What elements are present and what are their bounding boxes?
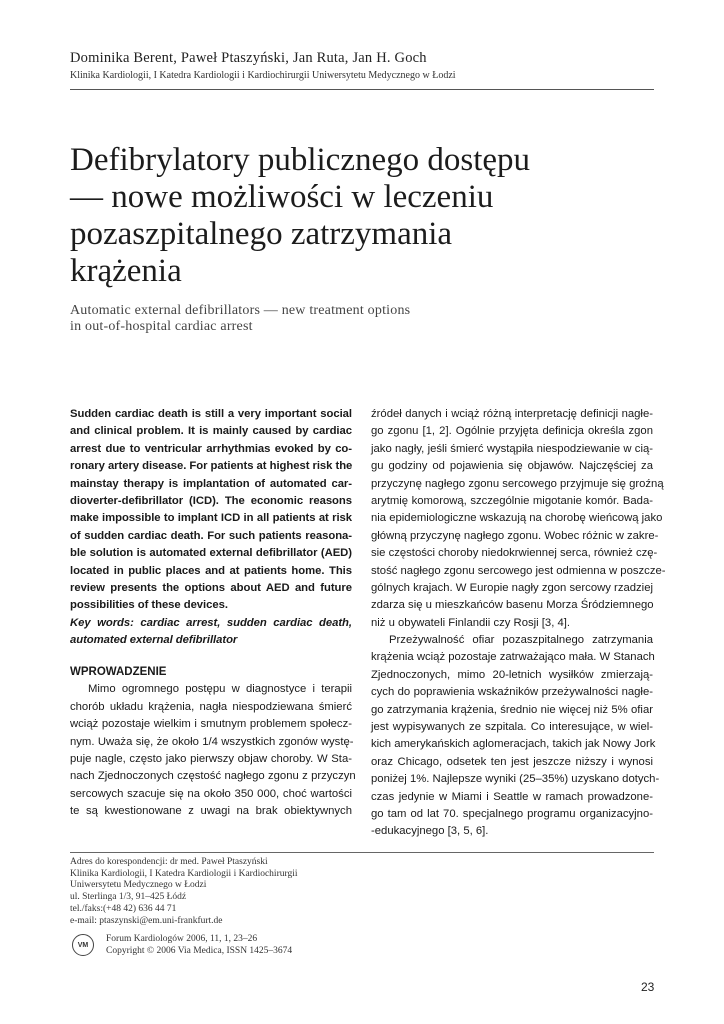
body-line: go zatrzymania krążenia, średnio nie więcej niż 5% ofiar xyxy=(371,703,653,716)
body-line: czas jedynie w Miami i Seattle w ramach prowadzone- xyxy=(371,790,653,803)
header-rule xyxy=(70,89,654,90)
body-line: gólnych krajach. W Europie nagły zgon sercowy rzadziej xyxy=(371,581,653,594)
body-line: wciąż pozostaje wielkim i smutnym problemem społecz- xyxy=(70,718,352,731)
keywords-line: Key words: cardiac arrest, sudden cardiac death, xyxy=(70,616,352,629)
title-line: krążenia xyxy=(70,253,182,289)
intro-section xyxy=(70,664,356,821)
abstract xyxy=(70,406,352,649)
right-column xyxy=(371,406,666,841)
article-subtitle xyxy=(70,303,410,335)
correspondence xyxy=(70,857,298,927)
abstract-line: ronary artery disease. For patients at highest risk the xyxy=(70,460,353,473)
correspondence-line: ul. Sterlinga 1/3, 91–425 Łódź xyxy=(70,892,187,903)
body-line: nach Zjednoczonych częstość nagłego zgonu z przyczyn xyxy=(70,770,356,783)
body-line: jest wypisywanych ze szpitala. Co interesujące, w wiel- xyxy=(371,721,653,734)
page-number: 23 xyxy=(641,980,655,994)
body-line: oraz Chicago, odsetek ten jest jeszcze niższy i wynosi xyxy=(371,755,653,768)
journal-info xyxy=(106,934,292,957)
body-line: Mimo ogromnego postępu w diagnostyce i terapii xyxy=(88,683,352,696)
abstract-line: located in public places and at patients home. This xyxy=(70,564,352,577)
correspondence-email[interactable]: e-mail: ptaszynski@em.uni-frankfurt.de xyxy=(70,915,223,926)
correspondence-line: Klinika Kardiologii, I Katedra Kardiologii i Kardiochirurgii xyxy=(70,868,298,879)
keywords-line: automated external defibrillator xyxy=(70,634,238,647)
body-line: puje nagle, często jako pierwszy objaw choroby. W Sta- xyxy=(70,752,352,765)
body-line: krążenia wciąż pozostaje zatrważająco mała. W Stanach xyxy=(371,651,655,664)
subtitle-line: Automatic external defibrillators — new treatment options xyxy=(70,303,411,318)
body-line: -edukacyjnego [3, 5, 6]. xyxy=(371,825,489,838)
authors: Dominika Berent, Paweł Ptaszyński, Jan Ruta, Jan H. Goch xyxy=(70,50,427,66)
journal-citation: Forum Kardiologów 2006, 11, 1, 23–26 xyxy=(106,934,258,944)
body-line: go tam od lat 70. specjalnego programu organizacyjno- xyxy=(371,807,653,820)
body-line: chorób układu krążenia, nagła niespodziewana śmierć xyxy=(70,700,352,713)
body-line: niż u obywateli Finlandii czy Rosji [3, 4]. xyxy=(371,616,571,629)
subtitle-line: in out-of-hospital cardiac arrest xyxy=(70,319,253,334)
body-line: nia epidemiologiczne wskazują na chorobę wieńcową jako xyxy=(371,512,663,525)
title-line: pozaszpitalnego zatrzymania xyxy=(70,216,453,252)
body-line: jako nagły, jeśli śmierć wystąpiła niespodziewanie w cią- xyxy=(371,442,653,455)
abstract-line: of sudden cardiac death. For such patients reasona- xyxy=(70,529,352,542)
abstract-line: and clinical problem. It is mainly caused by cardiac xyxy=(70,425,352,438)
body-line: sercowych szacuje się na około 350 000, choć wartości xyxy=(70,787,352,800)
correspondence-line: tel./faks:(+48 42) 636 44 71 xyxy=(70,903,177,914)
body-line: poniżej 1%. Najlepsze wyniki (25–35%) uzyskano dotych- xyxy=(371,773,660,786)
abstract-line: make impossible to implant ICD in all patients at risk xyxy=(70,512,352,525)
section-title: WPROWADZENIE xyxy=(70,666,167,678)
body-line: Przeżywalność ofiar pozaszpitalnego zatrzymania xyxy=(389,634,653,647)
body-line: zdarza się u mieszkańców basenu Morza Śródziemnego xyxy=(371,599,654,612)
abstract-line: dioverter-defibrillator (ICD). The economic reasons xyxy=(70,494,352,507)
body-line: gu godziny od pojawienia się objawów. Najczęściej za xyxy=(371,460,653,473)
footer-rule xyxy=(70,852,654,853)
abstract-line: Sudden cardiac death is still a very important social xyxy=(70,408,352,420)
body-line: źródeł danych i wciąż różną interpretację definicji nagłe- xyxy=(371,408,653,420)
body-line: Zjednoczonych, mimo 20-letnich wysiłków zmierzają- xyxy=(371,668,653,681)
body-line: te są kwestionowane z uwagi na brak obiektywnych xyxy=(70,805,352,818)
body-line: główną przyczynę nagłego zgonu. Wobec różnic w zakre- xyxy=(371,529,659,542)
correspondence-line: Uniwersytetu Medycznego w Łodzi xyxy=(70,880,207,891)
body-line: stość nagłego zgonu sercowego jest odmienna w poszcze- xyxy=(371,564,666,577)
abstract-line: arrest due to ventricular arrhythmias evoked by co- xyxy=(70,442,352,455)
body-line: cych do poprawienia wskaźników przeżywalności nagłe- xyxy=(371,686,653,699)
abstract-line: possibilities of these devices. xyxy=(70,599,228,612)
body-line: go zgonu [1, 2]. Ogólnie przyjęta definicja określa zgon xyxy=(371,425,653,438)
abstract-line: mainstay therapy is implantation of automated car- xyxy=(70,477,352,490)
article-title xyxy=(70,142,670,290)
body-line: arytmię komorową, szczególnie migotanie komór. Bada- xyxy=(371,494,653,507)
body-line: kich amerykańskich aglomeracjach, takich jak Nowy Jork xyxy=(371,738,656,751)
affiliation: Klinika Kardiologii, I Katedra Kardiologii i Kardiochirurgii Uniwersytetu Medycznego w Łodzi xyxy=(70,70,456,81)
body-line: przyczynę nagłego zgonu sercowego przyjmuje się groźną xyxy=(371,477,664,490)
abstract-line: review presents the options about AED and future xyxy=(70,581,352,594)
body-line: nym. Uważa się, że około 1/4 wszystkich zgonów wystę- xyxy=(70,735,354,748)
journal-copyright: Copyright © 2006 Via Medica, ISSN 1425–3674 xyxy=(106,945,293,956)
abstract-line: ble solution is automated external defibrillator (AED) xyxy=(70,547,352,560)
correspondence-line: Adres do korespondencji: dr med. Paweł Ptaszyński xyxy=(70,857,268,867)
title-line: — nowe możliwości w leczeniu xyxy=(70,179,494,215)
publisher-logo-icon: VM xyxy=(72,934,94,956)
body-line: sie częstości choroby niedokrwiennej serca, również czę- xyxy=(371,547,658,560)
title-line: Defibrylatory publicznego dostępu xyxy=(70,142,531,178)
